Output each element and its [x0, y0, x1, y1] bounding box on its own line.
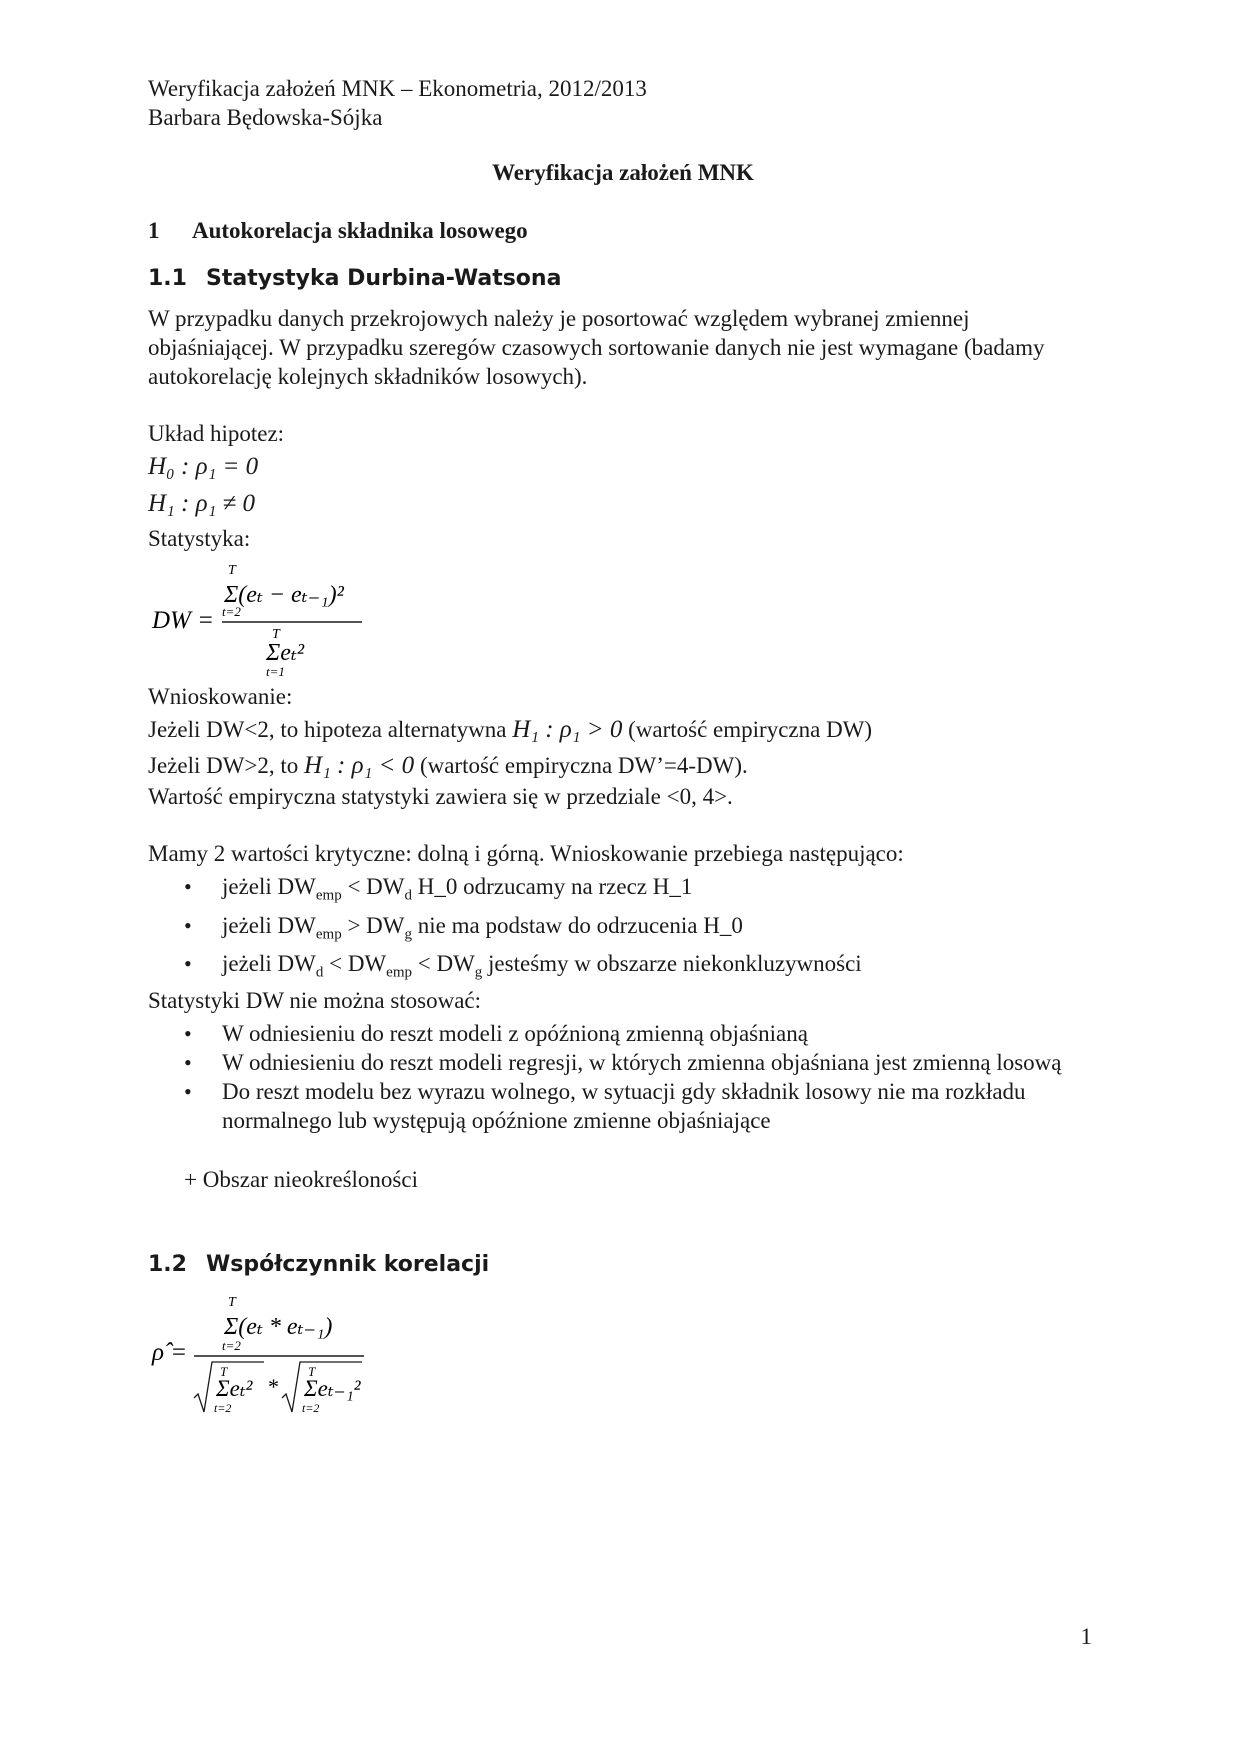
rho-formula-lhs: ρ̂ = [152, 1339, 188, 1366]
dw-den-upper-limit: T [272, 627, 280, 642]
rho-den-b-lower-limit: t=2 [302, 1401, 320, 1415]
critical-rule-accept: • jeżeli $DW_{emp} > DW_g$ nie ma podstaw do odrzucenia H_0 [148, 911, 1078, 950]
section-1-2-heading [148, 1252, 489, 1277]
rho-den-a: Σeₜ² [216, 1376, 253, 1401]
section-1-heading [148, 218, 528, 244]
inference-dw-lt-2 [148, 716, 872, 744]
critical-values-list [148, 872, 1078, 988]
header-course-line: Weryfikacja założeń MNK – Ekonometria, 2012/2013 [148, 76, 647, 101]
dw-denominator: Σeₜ² [266, 640, 305, 666]
statistic-label: Statystyka: [148, 526, 251, 551]
cannot-use-list [148, 1019, 1078, 1135]
rho-den-b: Σeₜ₋₁² [304, 1376, 361, 1401]
document-header [148, 74, 647, 132]
critical-rule-inconclusive: • jeżeli $DW_d < DW_{emp} < DW_g$ jesteśmy w obszarze niekonkluzywności [148, 949, 1078, 988]
hypotheses-label: Układ hipotez: [148, 421, 285, 446]
rho-den-a-lower-limit: t=2 [214, 1401, 232, 1415]
page-number: 1 [1080, 1624, 1092, 1649]
document-title: Weryfikacja założeń MNK [492, 160, 754, 185]
dw-num-upper-limit: T [228, 563, 236, 578]
critical-values-intro: Mamy 2 wartości krytyczne: dolną i górną. Wnioskowanie przebiega następująco: [148, 841, 904, 866]
header-author-line: Barbara Będowska-Sójka [148, 105, 383, 130]
inference-gt2-hypothesis: H₁ : ρ₁ < 0 [304, 752, 415, 779]
inference-label: Wnioskowanie: [148, 684, 293, 709]
intro-paragraph: W przypadku danych przekrojowych należy je posortować względem wybranej zmiennej objaśniającej. W przypadku szeregów czasowych sortowanie danych nie jest wymagane (badamy autokorelację kolejnych składników losowych). [148, 306, 1045, 389]
cannot-use-item: • Do reszt modelu bez wyrazu wolnego, w sytuacji gdy składnik losowy nie ma rozkładu normalnego lub występują opóźnione zmienne objaśniające [148, 1077, 1078, 1135]
rho-numerator: Σ(eₜ * eₜ₋₁) [224, 1314, 333, 1340]
dw-formula-lhs: DW = [152, 607, 214, 634]
inference-gt2-text: Jeżeli DW>2, to [148, 753, 299, 778]
cannot-use-item: • W odniesieniu do reszt modeli z opóźnioną zmienną objaśnianą [148, 1019, 1078, 1048]
rho-formula-graphic [148, 1290, 408, 1420]
inference-dw-gt-2 [148, 752, 748, 780]
document-page [148, 0, 1098, 1754]
cannot-use-item: • W odniesieniu do reszt modeli regresji, w których zmienna objaśniana jest zmienną losową [148, 1048, 1078, 1077]
range-line: Wartość empiryczna statystyki zawiera się w przedziale <0, 4>. [148, 784, 733, 809]
section-1-2-number: 1.2 [148, 1252, 187, 1277]
section-1-number: 1 [148, 218, 160, 243]
rho-den-b-upper-limit: T [308, 1364, 316, 1379]
alternative-hypothesis: H₁ : ρ₁ ≠ 0 [148, 490, 255, 517]
inference-lt2-text: Jeżeli DW<2, to hipoteza alternatywna [148, 717, 507, 742]
section-1-1-number: 1.1 [148, 266, 187, 291]
section-1-2-title: Współczynnik korelacji [206, 1252, 490, 1277]
section-1-title: Autokorelacja składnika losowego [192, 218, 528, 243]
inference-lt2-hypothesis: H₁ : ρ₁ > 0 [512, 716, 623, 743]
critical-rule-reject: • jeżeli $DW_{emp} < DW_d$ H_0 odrzucamy na rzecz H_1 [148, 872, 1078, 911]
rho-den-multiply: * [268, 1374, 279, 1399]
plus-note: + Obszar nieokreśloności [184, 1167, 418, 1192]
rho-num-upper-limit: T [228, 1295, 236, 1310]
cannot-use-label: Statystyki DW nie można stosować: [148, 988, 482, 1013]
inference-lt2-note: (wartość empiryczna DW) [628, 717, 873, 742]
dw-numerator: Σ(eₜ − eₜ₋₁)² [224, 582, 344, 608]
dw-den-lower-limit: t=1 [266, 664, 285, 679]
section-1-1-heading [148, 266, 561, 291]
null-hypothesis: H₀ : ρ₁ = 0 [148, 453, 259, 480]
dw-num-lower-limit: t=2 [222, 604, 241, 619]
rho-num-lower-limit: t=2 [222, 1338, 241, 1353]
dw-formula-graphic [148, 560, 408, 680]
inference-gt2-note: (wartość empiryczna DW’=4-DW). [419, 753, 748, 778]
section-1-1-title: Statystyka Durbina-Watsona [206, 266, 562, 291]
rho-den-a-upper-limit: T [220, 1364, 228, 1379]
